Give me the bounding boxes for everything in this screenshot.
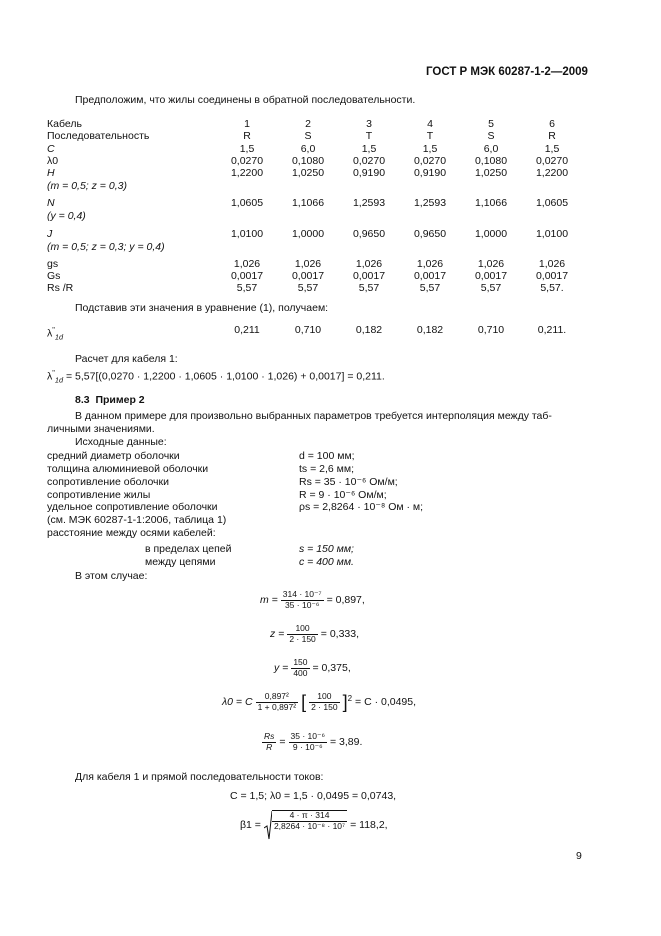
parameter-value: ts = 2,6 мм; — [299, 463, 355, 475]
section-title: Пример 2 — [95, 394, 145, 406]
eq-r-denominator2: 9 · 10⁻⁶ — [292, 741, 323, 752]
eq-y-denominator: 400 — [293, 667, 308, 678]
eq-l0-bracket-numerator: 100 — [309, 692, 339, 703]
table-cell: 5 — [488, 118, 494, 130]
eq-l0-denominator: 1 + 0,897² — [257, 701, 297, 712]
table-cell: 0,9190 — [352, 167, 386, 179]
eq-beta-lhs: β1 = — [240, 818, 261, 831]
eq-y-result: = 0,375, — [312, 661, 351, 674]
eq-l0-lhs: λ0 = C — [222, 695, 253, 708]
table-cell: 6,0 — [300, 143, 316, 155]
table-cell: 1,0100 — [230, 228, 264, 240]
eq-l0-left-bracket: [ — [301, 692, 307, 713]
table-cell: 1,2200 — [230, 167, 264, 179]
table-cell: 5,57 — [480, 282, 502, 294]
parameter-label: сопротивление жилы — [47, 489, 151, 501]
table-cell: 0,0017 — [230, 270, 264, 282]
table-cell: 5,57 — [236, 282, 258, 294]
table-cell: 0,0270 — [535, 155, 569, 167]
equation-lambda0 — [222, 692, 416, 713]
table-cell: 2 — [305, 118, 311, 130]
eq-y-lhs: y = — [274, 661, 289, 674]
eq-r-numerator: Rs — [264, 731, 275, 741]
table-cell: 0,0017 — [474, 270, 508, 282]
section-para-line1: В данном примере для произвольно выбранных параметров требуется интерполяция между таб- — [75, 410, 552, 422]
calc-formula-text: = 5,57[(0,0270 · 1,2200 · 1,0605 · 1,0100 · 1,026) + 0,0017] = 0,211. — [65, 370, 385, 383]
eq-r-numerator2: 35 · 10⁻⁶ — [290, 731, 325, 741]
radical-sign-icon — [264, 810, 272, 840]
eq-l0-numerator: 0,897² — [256, 692, 299, 703]
table-cell: 1,2200 — [535, 167, 569, 179]
table-cell: 1,026 — [538, 258, 566, 270]
table-cell: 5,57 — [297, 282, 319, 294]
table-cell: 1,0000 — [474, 228, 508, 240]
table-cell: 0,0017 — [413, 270, 447, 282]
eq-m-lhs: m = — [260, 593, 278, 606]
table-row-label: (m = 0,5; z = 0,3) — [47, 180, 127, 192]
eq-z-numerator: 100 — [287, 624, 317, 635]
table-cell: 1,1066 — [474, 197, 508, 209]
eq-m-numerator: 314 · 10⁻⁷ — [282, 589, 322, 599]
equation-beta — [240, 810, 388, 840]
table-cell: 3 — [366, 118, 372, 130]
case-text: В этом случае: — [75, 570, 148, 582]
table-cell: 1,026 — [416, 258, 444, 270]
table-cell: 5,57. — [540, 282, 564, 294]
table-cell: R — [548, 130, 556, 142]
table-cell: S — [304, 130, 312, 142]
parameter-label: толщина алюминиевой оболочки — [47, 463, 209, 475]
eq-z-result: = 0,333, — [320, 627, 360, 640]
table-cell: 1,1066 — [291, 197, 325, 209]
parameter-value: Rs = 35 · 10⁻⁶ Ом/м; — [299, 476, 398, 488]
table-cell: 0,0270 — [352, 155, 386, 167]
parameter-value: R = 9 · 10⁻⁶ Ом/м; — [299, 489, 387, 501]
table-row-label: Rs /R — [47, 282, 74, 294]
table-row-label: gs — [47, 258, 59, 270]
table-row-label: J — [47, 228, 53, 240]
table-cell: 1,0000 — [291, 228, 325, 240]
eq-beta-denominator: 2,8264 · 10⁻⁸ · 10⁷ — [273, 820, 346, 831]
calc-formula: $\lambda^"_{1d} = 5,57[(0,0270 \cdot 1,2200 \cdot 1,0605 \cdot 1,0100 \cdot 1,026) + 0,0017] = 0,211$. — [47, 368, 385, 385]
eq-m-denominator: 35 · 10⁻⁶ — [284, 599, 320, 610]
table-cell: 0,0017 — [535, 270, 569, 282]
table-cell: 1,0250 — [291, 167, 325, 179]
eq-r-result: = 3,89. — [329, 735, 363, 748]
table-cell: 1,0605 — [230, 197, 264, 209]
table-cell: 1 — [244, 118, 250, 130]
table-cell: 0,0270 — [413, 155, 447, 167]
table-cell: 1,026 — [355, 258, 383, 270]
table-cell: 6 — [549, 118, 555, 130]
parameter-label: сопротивление оболочки — [47, 476, 169, 488]
substituting-text: Подставив эти значения в уравнение (1), получаем: — [75, 302, 329, 314]
eq-z-denominator: 2 · 150 — [289, 633, 316, 644]
table-row-label: (y = 0,4) — [47, 210, 86, 222]
lambda-cell: 0,710 — [477, 324, 505, 336]
lambda-1d-label: $\lambda^"_{1d}$ — [47, 325, 64, 342]
eq-l0-bracket-denominator: 2 · 150 — [311, 701, 338, 712]
table-cell: 6,0 — [483, 143, 499, 155]
table-row-label: (m = 0,5; z = 0,3; y = 0,4) — [47, 241, 165, 253]
between-circuits-label: между цепями — [145, 556, 216, 568]
table-cell: 0,9190 — [413, 167, 447, 179]
lambda-cell: 0,211. — [537, 324, 567, 336]
given-data-heading: Исходные данные: — [75, 436, 167, 448]
eq-l0-result: = C · 0,0495, — [355, 695, 417, 708]
table-cell: 5,57 — [419, 282, 441, 294]
table-cell: 1,5 — [239, 143, 255, 155]
page-number: 9 — [576, 850, 582, 862]
table-cell: 1,5 — [361, 143, 377, 155]
eq-beta-numerator: 4 · π · 314 — [272, 811, 347, 822]
table-cell: 0,0017 — [291, 270, 325, 282]
direct-sequence-text: Для кабеля 1 и прямой последовательности токов: — [75, 771, 324, 783]
parameter-label: средний диаметр оболочки — [47, 450, 180, 462]
table-cell: 0,0270 — [230, 155, 264, 167]
spacing-label: расстояние между осями кабелей: — [47, 527, 216, 539]
table-row-label: N — [47, 197, 55, 209]
document-id: ГОСТ Р МЭК 60287-1-2—2009 — [426, 66, 588, 78]
eq-m-result: = 0,897, — [326, 593, 365, 606]
parameter-label: удельное сопротивление оболочки — [47, 501, 218, 513]
eq-r-denominator: R — [266, 741, 273, 752]
equation-y — [274, 658, 351, 679]
table-cell: 0,1080 — [474, 155, 508, 167]
table-cell: 1,026 — [233, 258, 261, 270]
table-row-label: C — [47, 143, 55, 155]
table-cell: 1,2593 — [413, 197, 447, 209]
section-para-line2: личными значениями. — [47, 423, 155, 435]
table-row-label: λ0 — [47, 155, 59, 167]
within-circuits-label: в пределах цепей — [145, 543, 232, 555]
equation-resistance-ratio — [262, 732, 362, 753]
table-cell: 1,026 — [477, 258, 505, 270]
equation-c: C = 1,5; λ0 = 1,5 · 0,0495 = 0,0743, — [230, 790, 397, 802]
table-cell: 1,026 — [294, 258, 322, 270]
eq-y-numerator: 150 — [293, 657, 308, 667]
table-cell: 0,1080 — [291, 155, 325, 167]
between-circuits-value: c = 400 мм. — [299, 556, 354, 568]
table-cell: 1,2593 — [352, 197, 386, 209]
table-row-label: Gs — [47, 270, 61, 282]
sqrt-symbol — [264, 810, 347, 840]
table-cell: T — [365, 130, 373, 142]
table-row-label: Последовательность — [47, 130, 150, 142]
table-cell: 0,0017 — [352, 270, 386, 282]
table-cell: 0,9650 — [352, 228, 386, 240]
section-number: 8.3 — [75, 394, 90, 406]
parameter-value: ρs = 2,8264 · 10⁻⁸ Ом · м; — [299, 501, 424, 513]
table-cell: 4 — [427, 118, 433, 130]
table-cell: 1,5 — [544, 143, 560, 155]
equation-z — [270, 624, 359, 645]
lambda-cell: 0,710 — [294, 324, 322, 336]
eq-z-lhs: z = — [270, 627, 285, 640]
within-circuits-value: s = 150 мм; — [299, 543, 354, 555]
lambda-cell: 0,182 — [355, 324, 383, 336]
table-cell: 1,0100 — [535, 228, 569, 240]
table-cell: S — [487, 130, 495, 142]
eq-beta-result: = 118,2, — [350, 818, 388, 831]
lambda-cell: 0,182 — [416, 324, 444, 336]
table-cell: 5,57 — [358, 282, 380, 294]
section-heading — [75, 394, 145, 407]
reference-text: (см. МЭК 60287-1-1:2006, таблица 1) — [47, 514, 227, 526]
table-cell: 1,0250 — [474, 167, 508, 179]
table-cell: T — [426, 130, 434, 142]
table-cell: 1,5 — [422, 143, 438, 155]
table-cell: 0,9650 — [413, 228, 447, 240]
parameter-value: d = 100 мм; — [299, 450, 355, 462]
lambda-cell: 0,211 — [234, 324, 260, 336]
equation-m — [260, 590, 365, 611]
calc-title: Расчет для кабеля 1: — [75, 353, 178, 365]
eq-l0-right-bracket: ]$^2$ — [342, 692, 353, 713]
table-cell: R — [243, 130, 251, 142]
table-cell: 1,0605 — [535, 197, 569, 209]
intro-text: Предположим, что жилы соединены в обратной последовательности. — [75, 94, 416, 106]
eq-r-equals: = — [279, 735, 286, 748]
table-row-label: H — [47, 167, 55, 179]
table-row-label: Кабель — [47, 118, 82, 130]
